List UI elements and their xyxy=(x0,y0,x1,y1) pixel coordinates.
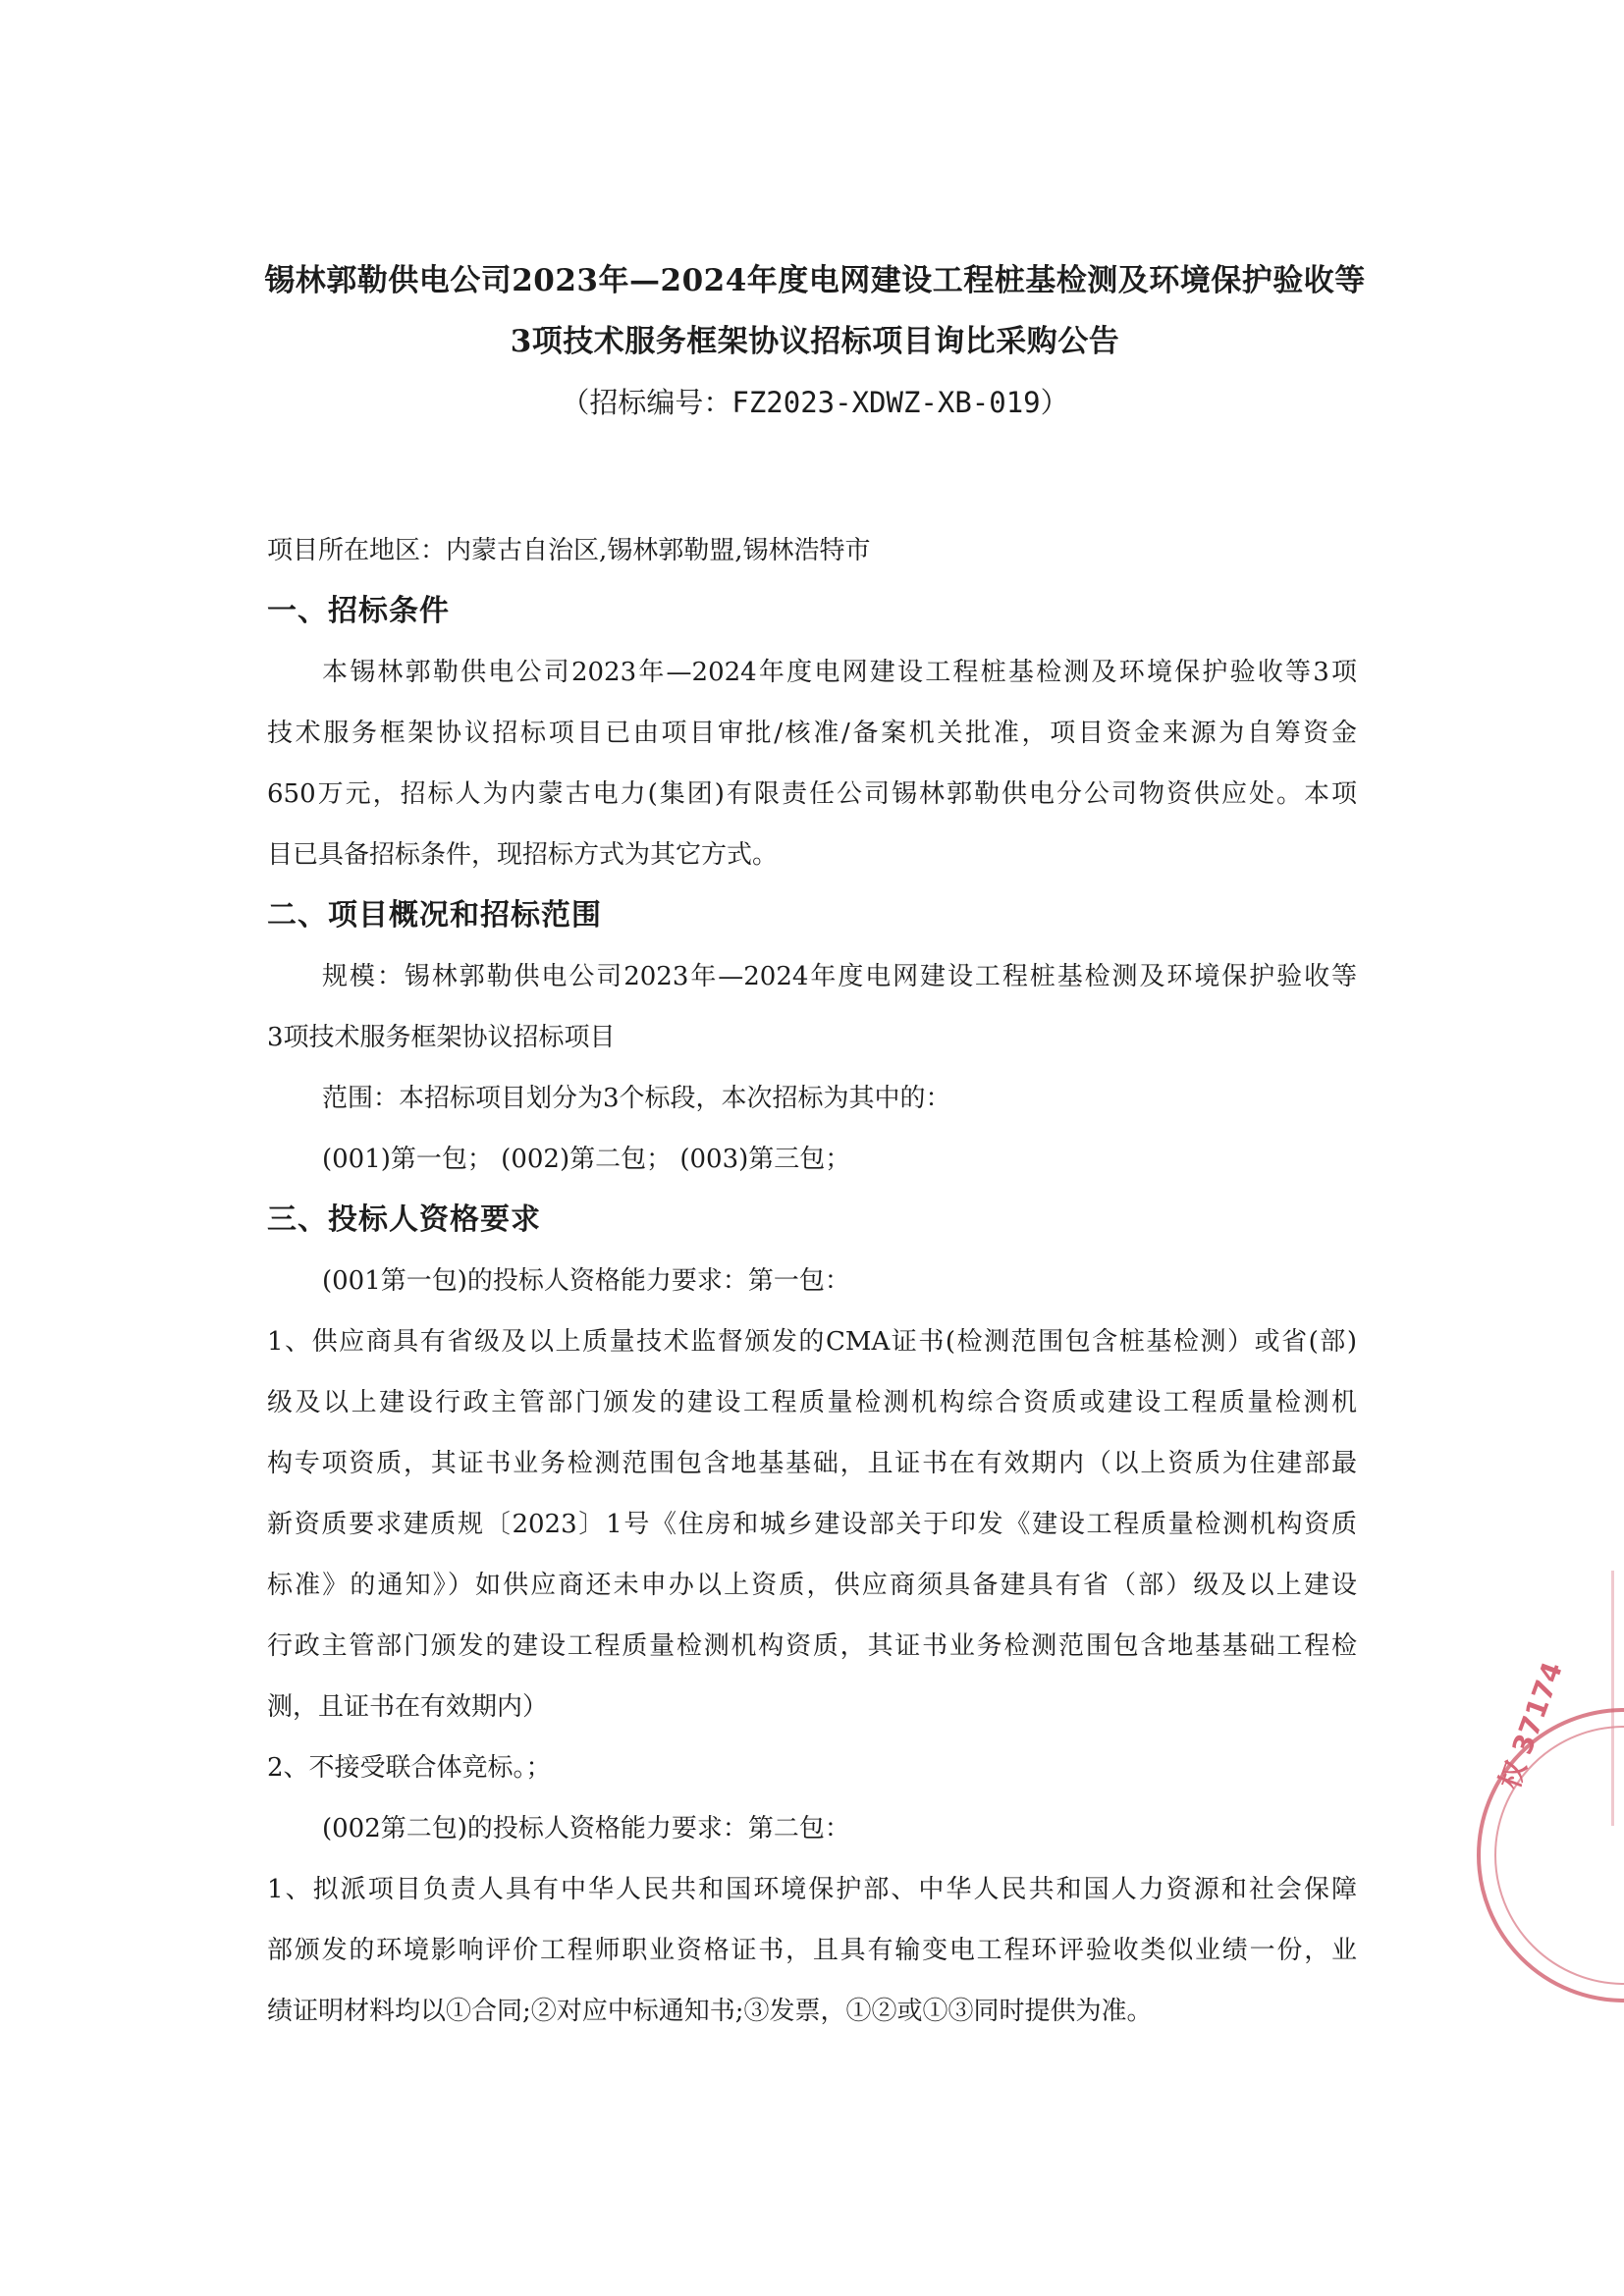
paragraph-line: 技术服务框架协议招标项目已由项目审批/核准/备案机关批准，项目资金来源为自筹资金 xyxy=(267,719,1357,748)
package1-intro: (001第一包)的投标人资格能力要求：第一包： xyxy=(322,1266,850,1296)
document-title xyxy=(196,250,1434,433)
tender-code-suffix: ） xyxy=(1040,386,1069,419)
paragraph-line: 1、拟派项目负责人具有中华人民共和国环境保护部、中华人民共和国人力资源和社会保障 xyxy=(267,1875,1357,1904)
paragraph-line: 本锡林郭勒供电公司2023年—2024年度电网建设工程桩基检测及环境保护验收等3项 xyxy=(322,658,1357,687)
paragraph-line: 级及以上建设行政主管部门颁发的建设工程质量检测机构综合资质或建设工程质量检测机 xyxy=(267,1388,1357,1417)
section-heading-2: 二、项目概况和招标范围 xyxy=(267,898,602,933)
paragraph-line: 构专项资质，其证书业务检测范围包含地基基础，且证书在有效期内（以上资质为住建部最 xyxy=(267,1449,1357,1478)
scope-line: 范围：本招标项目划分为3个标段，本次招标为其中的： xyxy=(322,1084,951,1113)
seal-text: 权 37174 xyxy=(1492,1657,1569,1793)
paragraph-line: 行政主管部门颁发的建设工程质量检测机构资质，其证书业务检测范围包含地基基础工程检 xyxy=(267,1631,1357,1661)
paragraph-line: 测，且证书在有效期内） xyxy=(267,1692,549,1722)
packages-line: (001)第一包； (002)第二包； (003)第三包； xyxy=(322,1145,851,1174)
tender-code-prefix: （招标编号： xyxy=(561,386,732,419)
package2-intro: (002第二包)的投标人资格能力要求：第二包： xyxy=(322,1814,850,1843)
tender-code-line xyxy=(196,372,1434,433)
title-line-2: 3项技术服务框架协议招标项目询比采购公告 xyxy=(510,324,1120,359)
project-location: 项目所在地区：内蒙古自治区,锡林郭勒盟,锡林浩特市 xyxy=(267,536,871,565)
tender-code: FZ2023-XDWZ-XB-019 xyxy=(731,386,1041,419)
paragraph-line: 绩证明材料均以①合同;②对应中标通知书;③发票，①②或①③同时提供为准。 xyxy=(267,1997,1153,2026)
paragraph-line: 650万元，招标人为内蒙古电力(集团)有限责任公司锡林郭勒供电分公司物资供应处。本项 xyxy=(267,779,1357,809)
paragraph-line: 部颁发的环境影响评价工程师职业资格证书，且具有输变电工程环评验收类似业绩一份，业 xyxy=(267,1936,1357,1965)
paragraph-line: 目已具备招标条件，现招标方式为其它方式。 xyxy=(267,840,779,870)
package1-item2: 2、不接受联合体竞标。； xyxy=(267,1753,552,1783)
paragraph-line: 1、供应商具有省级及以上质量技术监督颁发的CMA证书(检测范围包含桩基检测）或省(部) xyxy=(267,1327,1357,1357)
document-body xyxy=(267,520,1357,2042)
paragraph-line: 标准》的通知》）如供应商还未申办以上资质，供应商须具备建具有省（部）级及以上建设 xyxy=(267,1571,1357,1600)
paragraph-line: 3项技术服务框架协议招标项目 xyxy=(267,1023,616,1052)
official-seal xyxy=(1477,1657,1624,2002)
title-line-1: 锡林郭勒供电公司2023年—2024年度电网建设工程桩基检测及环境保护验收等 xyxy=(264,263,1366,298)
section-heading-1: 一、招标条件 xyxy=(267,594,450,628)
paragraph-line: 新资质要求建质规〔2023〕1号《住房和城乡建设部关于印发《建设工程质量检测机构资质 xyxy=(267,1510,1357,1539)
paragraph-line: 规模：锡林郭勒供电公司2023年—2024年度电网建设工程桩基检测及环境保护验收等 xyxy=(322,962,1357,991)
section-heading-3: 三、投标人资格要求 xyxy=(267,1202,541,1237)
